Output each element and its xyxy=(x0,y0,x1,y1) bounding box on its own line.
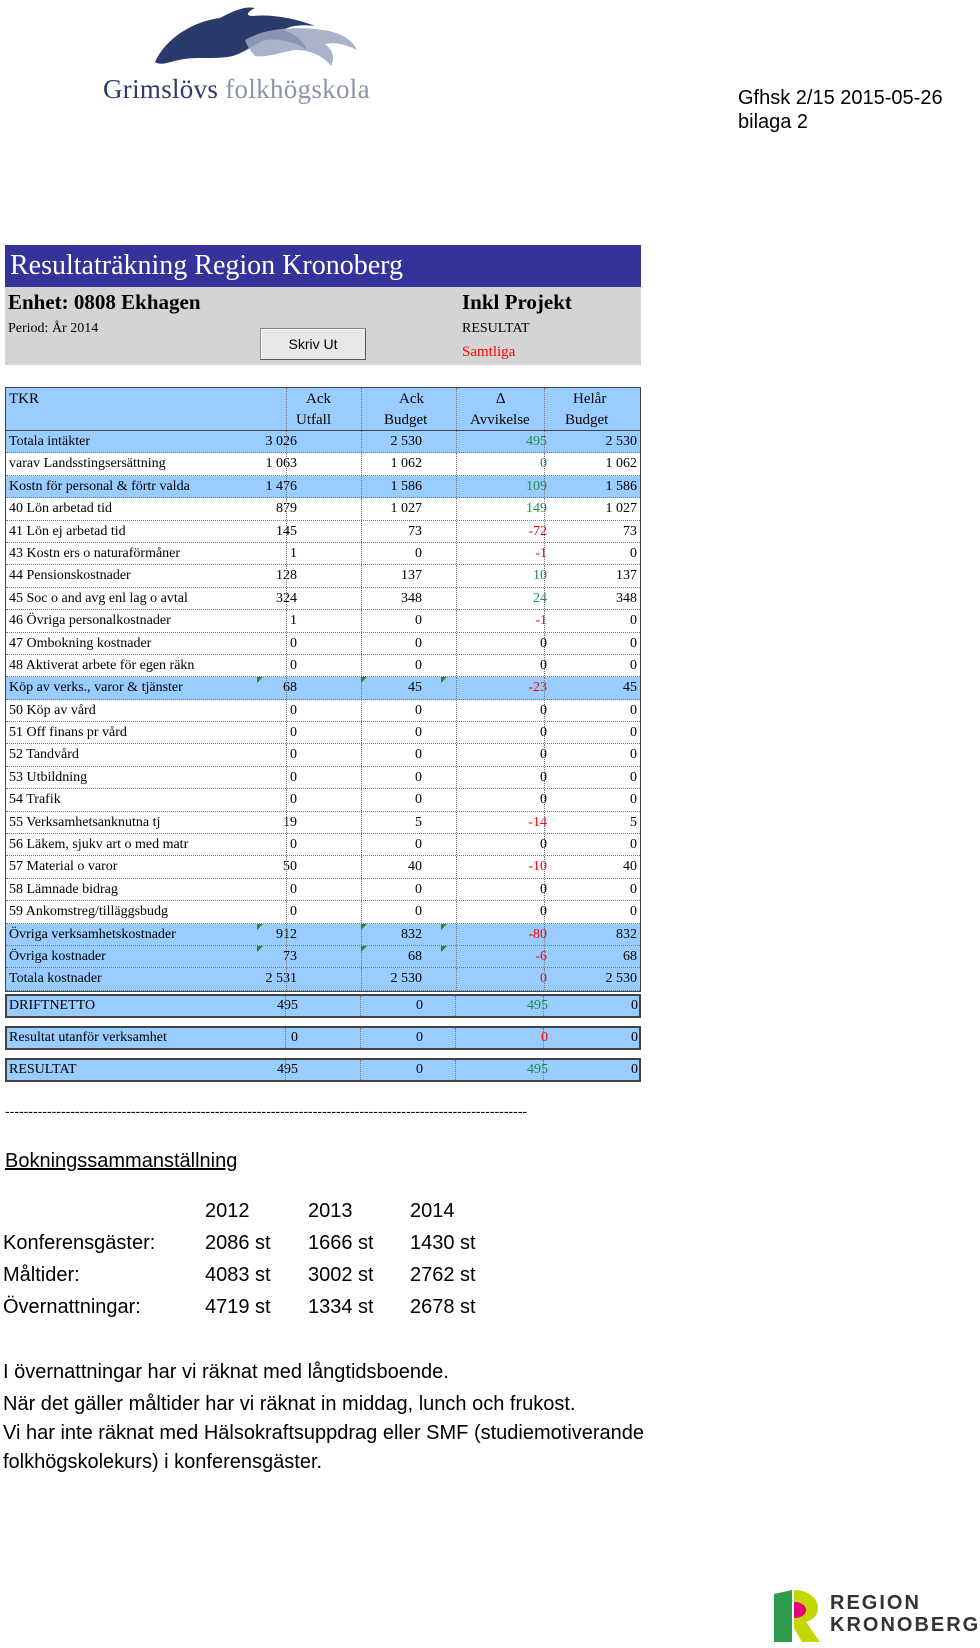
table-row xyxy=(6,498,640,520)
summary-row xyxy=(5,1026,641,1050)
cell-avvikelse: 10 xyxy=(533,568,547,584)
cell-helar-budget: 0 xyxy=(630,613,637,629)
cell-ack-budget: 5 xyxy=(415,814,422,830)
row-label: 52 Tandvård xyxy=(9,747,79,763)
booking-value: 4083 st xyxy=(205,1264,271,1286)
table-row xyxy=(6,677,640,699)
cell-avvikelse: 0 xyxy=(540,657,547,673)
cell-ack-budget: 0 xyxy=(415,657,422,673)
header-delta-top: ∆ xyxy=(496,391,506,407)
table-row xyxy=(6,431,640,453)
table-row xyxy=(6,655,640,677)
cell-ack-utfall: 879 xyxy=(276,501,297,517)
note-line: I övernattningar har vi räknat med långtidsboende. xyxy=(3,1361,449,1383)
booking-years-row xyxy=(3,1200,563,1230)
cell-ack-budget: 137 xyxy=(401,568,422,584)
cell-ack-utfall: 128 xyxy=(276,568,297,584)
table-row xyxy=(6,521,640,543)
cell-ack-budget: 2 530 xyxy=(390,971,422,987)
cell-avvikelse: -72 xyxy=(528,523,547,539)
unit-label: Enhet: 0808 Ekhagen xyxy=(8,290,201,314)
note-line: Vi har inte räknat med Hälsokraftsuppdrag eller SMF (studiemotiverande xyxy=(3,1422,645,1444)
cell-ack-budget: 0 xyxy=(416,1062,423,1077)
cell-avvikelse: 0 xyxy=(540,971,547,987)
table-row xyxy=(6,543,640,565)
table-row xyxy=(6,453,640,475)
cell-avvikelse: -1 xyxy=(535,545,547,561)
row-label: Kostn för personal & förtr valda xyxy=(9,478,190,494)
cell-avvikelse: 0 xyxy=(540,747,547,763)
row-label: 57 Material o varor xyxy=(9,859,118,875)
cell-ack-utfall: 1 476 xyxy=(265,478,297,494)
cell-avvikelse: 0 xyxy=(540,769,547,785)
table-row xyxy=(6,633,640,655)
cell-avvikelse: 0 xyxy=(540,904,547,920)
summary-label: Resultat utanför verksamhet xyxy=(9,1030,167,1045)
cell-avvikelse: 0 xyxy=(541,1030,548,1045)
cell-avvikelse: 495 xyxy=(527,998,548,1013)
separator-line: ---------------------------------------------------------------------------------------------------------------- xyxy=(5,1103,528,1119)
cell-ack-utfall: 0 xyxy=(290,702,297,718)
summary-label: DRIFTNETTO xyxy=(9,998,96,1013)
cell-avvikelse: 24 xyxy=(533,590,547,606)
cell-helar-budget: 0 xyxy=(630,545,637,561)
cell-ack-budget: 0 xyxy=(415,545,422,561)
school-name: Grimslövs folkhögskola xyxy=(103,74,370,104)
row-label: 41 Lön ej arbetad tid xyxy=(9,523,126,539)
cell-helar-budget: 2 530 xyxy=(605,434,637,449)
booking-value: 2678 st xyxy=(410,1296,476,1318)
cell-ack-budget: 0 xyxy=(415,792,422,808)
row-label: 43 Kostn ers o naturaförmåner xyxy=(9,545,181,561)
table-row xyxy=(6,767,640,789)
cell-ack-budget: 0 xyxy=(415,702,422,718)
cell-ack-utfall: 912 xyxy=(276,926,297,942)
cell-helar-budget: 137 xyxy=(616,568,637,584)
cell-helar-budget: 40 xyxy=(623,859,637,875)
header-ack-utfall-bottom: Utfall xyxy=(296,412,331,428)
cell-helar-budget: 2 530 xyxy=(605,971,637,987)
cell-ack-budget: 40 xyxy=(408,859,422,875)
cell-ack-budget: 0 xyxy=(415,747,422,763)
row-label: 56 Läkem, sjukv art o med matr xyxy=(9,837,189,853)
table-row xyxy=(6,588,640,610)
note-line: folkhögskolekurs) i konferensgäster. xyxy=(3,1451,323,1473)
table-row xyxy=(6,744,640,766)
cell-ack-budget: 1 586 xyxy=(390,478,422,494)
report-title: Resultaträkning Region Kronoberg xyxy=(5,245,641,287)
note-line: När det gäller måltider har vi räknat in middag, lunch och frukost. xyxy=(3,1393,576,1415)
cell-avvikelse: 0 xyxy=(540,702,547,718)
cell-ack-utfall: 0 xyxy=(290,747,297,763)
cell-comment-marker xyxy=(441,677,447,683)
header-avvikelse-bottom: Avvikelse xyxy=(470,412,530,428)
cell-comment-marker xyxy=(257,946,263,952)
cell-helar-budget: 0 xyxy=(630,837,637,853)
header-tkr: TKR xyxy=(9,391,39,407)
cell-ack-utfall: 0 xyxy=(290,657,297,673)
booking-row-conference xyxy=(3,1232,563,1262)
table-row xyxy=(6,565,640,587)
cell-ack-budget: 0 xyxy=(415,725,422,741)
cell-ack-utfall: 495 xyxy=(277,998,298,1013)
table-row xyxy=(6,901,640,923)
period-label: Period: År 2014 xyxy=(8,321,99,336)
cell-avvikelse: -1 xyxy=(535,613,547,629)
table-row xyxy=(6,834,640,856)
cell-ack-budget: 0 xyxy=(415,837,422,853)
row-label: 47 Ombokning kostnader xyxy=(9,635,152,651)
cell-helar-budget: 0 xyxy=(630,881,637,897)
cell-helar-budget: 0 xyxy=(630,747,637,763)
cell-ack-budget: 68 xyxy=(408,948,422,964)
cell-ack-utfall: 73 xyxy=(283,948,297,964)
row-label: Köp av verks., varor & tjänster xyxy=(9,680,183,696)
row-label: 50 Köp av vård xyxy=(9,702,96,718)
cell-avvikelse: 0 xyxy=(540,881,547,897)
cell-ack-utfall: 2 531 xyxy=(265,971,297,987)
summary-row xyxy=(5,1058,641,1082)
row-label: varav Landsstingsersättning xyxy=(9,456,166,472)
cell-ack-budget: 0 xyxy=(415,769,422,785)
cell-helar-budget: 0 xyxy=(630,792,637,808)
cell-helar-budget: 0 xyxy=(631,1062,638,1077)
cell-helar-budget: 68 xyxy=(623,948,637,964)
cell-ack-utfall: 0 xyxy=(291,1030,298,1045)
cell-ack-budget: 0 xyxy=(415,635,422,651)
cell-avvikelse: 109 xyxy=(526,478,547,494)
booking-value: 3002 st xyxy=(308,1264,374,1286)
table-body xyxy=(5,431,641,992)
cell-helar-budget: 0 xyxy=(631,1030,638,1045)
booking-value: 4719 st xyxy=(205,1296,271,1318)
kronoberg-word: KRONOBERG xyxy=(830,1614,980,1636)
header-ack-budget-top: Ack xyxy=(399,391,424,407)
year-2014: 2014 xyxy=(410,1200,455,1222)
row-label: 58 Lämnade bidrag xyxy=(9,881,118,897)
cell-ack-budget: 0 xyxy=(415,613,422,629)
cell-helar-budget: 1 027 xyxy=(605,501,637,517)
cell-helar-budget: 0 xyxy=(630,657,637,673)
table-row xyxy=(6,946,640,968)
print-button[interactable]: Skriv Ut xyxy=(260,328,366,360)
header-helar-top: Helår xyxy=(573,391,607,407)
booking-row-label: Övernattningar: xyxy=(3,1296,141,1318)
cell-ack-utfall: 495 xyxy=(277,1062,298,1077)
cell-avvikelse: 149 xyxy=(526,501,547,517)
cell-avvikelse: 0 xyxy=(540,456,547,472)
cell-comment-marker xyxy=(441,946,447,952)
cell-helar-budget: 0 xyxy=(630,635,637,651)
row-label: 46 Övriga personalkostnader xyxy=(9,613,171,629)
cell-ack-utfall: 3 026 xyxy=(265,434,297,449)
cell-helar-budget: 0 xyxy=(630,904,637,920)
cell-avvikelse: -14 xyxy=(528,814,547,830)
cell-avvikelse: 0 xyxy=(540,792,547,808)
cell-ack-utfall: 19 xyxy=(283,814,297,830)
cell-ack-utfall: 0 xyxy=(290,769,297,785)
booking-row-label: Måltider: xyxy=(3,1264,80,1286)
table-row xyxy=(6,700,640,722)
header-ack-utfall-top: Ack xyxy=(306,391,331,407)
booking-value: 1334 st xyxy=(308,1296,374,1318)
cell-helar-budget: 832 xyxy=(616,926,637,942)
cell-comment-marker xyxy=(361,677,367,683)
cell-ack-utfall: 68 xyxy=(283,680,297,696)
selection-label: Samtliga xyxy=(462,344,516,360)
cell-helar-budget: 45 xyxy=(623,680,637,696)
cell-ack-budget: 832 xyxy=(401,926,422,942)
scope-label: Inkl Projekt xyxy=(462,290,572,314)
table-header xyxy=(5,387,641,431)
cell-ack-utfall: 145 xyxy=(276,523,297,539)
cell-ack-utfall: 1 063 xyxy=(265,456,297,472)
cell-avvikelse: -80 xyxy=(528,926,547,942)
cell-helar-budget: 348 xyxy=(616,590,637,606)
table-row xyxy=(6,722,640,744)
cell-ack-budget: 45 xyxy=(408,680,422,696)
row-label: 40 Lön arbetad tid xyxy=(9,501,113,517)
cell-comment-marker xyxy=(441,924,447,930)
cell-avvikelse: 0 xyxy=(540,837,547,853)
cell-ack-utfall: 50 xyxy=(283,859,297,875)
document-id-date: Gfhsk 2/15 2015-05-26 xyxy=(738,87,943,109)
row-label: 51 Off finans pr vård xyxy=(9,725,127,741)
table-row xyxy=(6,789,640,811)
attachment-label: bilaga 2 xyxy=(738,111,809,133)
cell-ack-utfall: 324 xyxy=(276,590,297,606)
row-label: 44 Pensionskostnader xyxy=(9,568,131,584)
row-label: 54 Trafik xyxy=(9,792,61,808)
cell-avvikelse: -10 xyxy=(528,859,547,875)
cell-ack-utfall: 0 xyxy=(290,725,297,741)
cell-helar-budget: 0 xyxy=(630,769,637,785)
booking-row-meals xyxy=(3,1264,563,1294)
booking-value: 1666 st xyxy=(308,1232,374,1254)
row-label: Övriga kostnader xyxy=(9,948,106,964)
region-kronoberg-logo-icon xyxy=(772,1588,824,1644)
row-label: 59 Ankomstreg/tilläggsbudg xyxy=(9,904,169,920)
cell-helar-budget: 5 xyxy=(630,814,637,830)
booking-row-overnight xyxy=(3,1296,563,1326)
table-row xyxy=(6,856,640,878)
cell-avvikelse: 495 xyxy=(527,1062,548,1077)
cell-avvikelse: -6 xyxy=(535,948,547,964)
header-helar-bottom: Budget xyxy=(565,412,609,428)
cell-ack-budget: 1 062 xyxy=(390,456,422,472)
summary-label: RESULTAT xyxy=(9,1062,77,1077)
cell-comment-marker xyxy=(257,924,263,930)
cell-ack-utfall: 0 xyxy=(290,792,297,808)
cell-helar-budget: 1 062 xyxy=(605,456,637,472)
booking-row-label: Konferensgäster: xyxy=(3,1232,156,1254)
cell-ack-budget: 0 xyxy=(416,998,423,1013)
table-row xyxy=(6,879,640,901)
cell-avvikelse: 0 xyxy=(540,635,547,651)
cell-avvikelse: -23 xyxy=(528,680,547,696)
cell-helar-budget: 0 xyxy=(631,998,638,1013)
row-label: 55 Verksamhetsanknutna tj xyxy=(9,814,161,830)
region-word: REGION xyxy=(830,1592,921,1614)
header-ack-budget-bottom: Budget xyxy=(384,412,428,428)
year-2012: 2012 xyxy=(205,1200,250,1222)
cell-helar-budget: 0 xyxy=(630,725,637,741)
cell-ack-budget: 0 xyxy=(415,904,422,920)
document-reference xyxy=(738,86,943,134)
cell-ack-utfall: 0 xyxy=(290,635,297,651)
cell-comment-marker xyxy=(257,677,263,683)
cell-ack-budget: 2 530 xyxy=(390,434,422,449)
cell-ack-utfall: 0 xyxy=(290,881,297,897)
cell-ack-utfall: 0 xyxy=(290,837,297,853)
cell-ack-budget: 0 xyxy=(415,881,422,897)
cell-helar-budget: 0 xyxy=(630,702,637,718)
cell-helar-budget: 73 xyxy=(623,523,637,539)
result-table xyxy=(5,387,641,992)
row-label: Övriga verksamhetskostnader xyxy=(9,926,176,942)
summary-row xyxy=(5,994,641,1018)
row-label: Totala kostnader xyxy=(9,971,102,987)
cell-ack-utfall: 0 xyxy=(290,904,297,920)
booking-summary-title: Bokningssammanställning xyxy=(5,1150,238,1172)
cell-ack-utfall: 1 xyxy=(290,613,297,629)
row-label: Totala intäkter xyxy=(9,434,91,449)
cell-avvikelse: 495 xyxy=(526,434,547,449)
cell-comment-marker xyxy=(361,924,367,930)
cell-helar-budget: 1 586 xyxy=(605,478,637,494)
row-label: 45 Soc o and avg enl lag o avtal xyxy=(9,590,188,606)
cell-ack-utfall: 1 xyxy=(290,545,297,561)
result-label: RESULTAT xyxy=(462,321,530,336)
row-label: 53 Utbildning xyxy=(9,769,88,785)
table-row xyxy=(6,924,640,946)
cell-ack-budget: 348 xyxy=(401,590,422,606)
row-label: 48 Aktiverat arbete för egen räkn xyxy=(9,657,195,673)
cell-ack-budget: 73 xyxy=(408,523,422,539)
region-kronoberg-wordmark xyxy=(830,1592,980,1636)
table-row xyxy=(6,968,640,990)
table-row xyxy=(6,476,640,498)
booking-value: 2762 st xyxy=(410,1264,476,1286)
cell-ack-budget: 0 xyxy=(416,1030,423,1045)
table-row xyxy=(6,610,640,632)
booking-value: 2086 st xyxy=(205,1232,271,1254)
cell-avvikelse: 0 xyxy=(540,725,547,741)
cell-ack-budget: 1 027 xyxy=(390,501,422,517)
table-row xyxy=(6,812,640,834)
year-2013: 2013 xyxy=(308,1200,353,1222)
cell-comment-marker xyxy=(361,946,367,952)
booking-value: 1430 st xyxy=(410,1232,476,1254)
